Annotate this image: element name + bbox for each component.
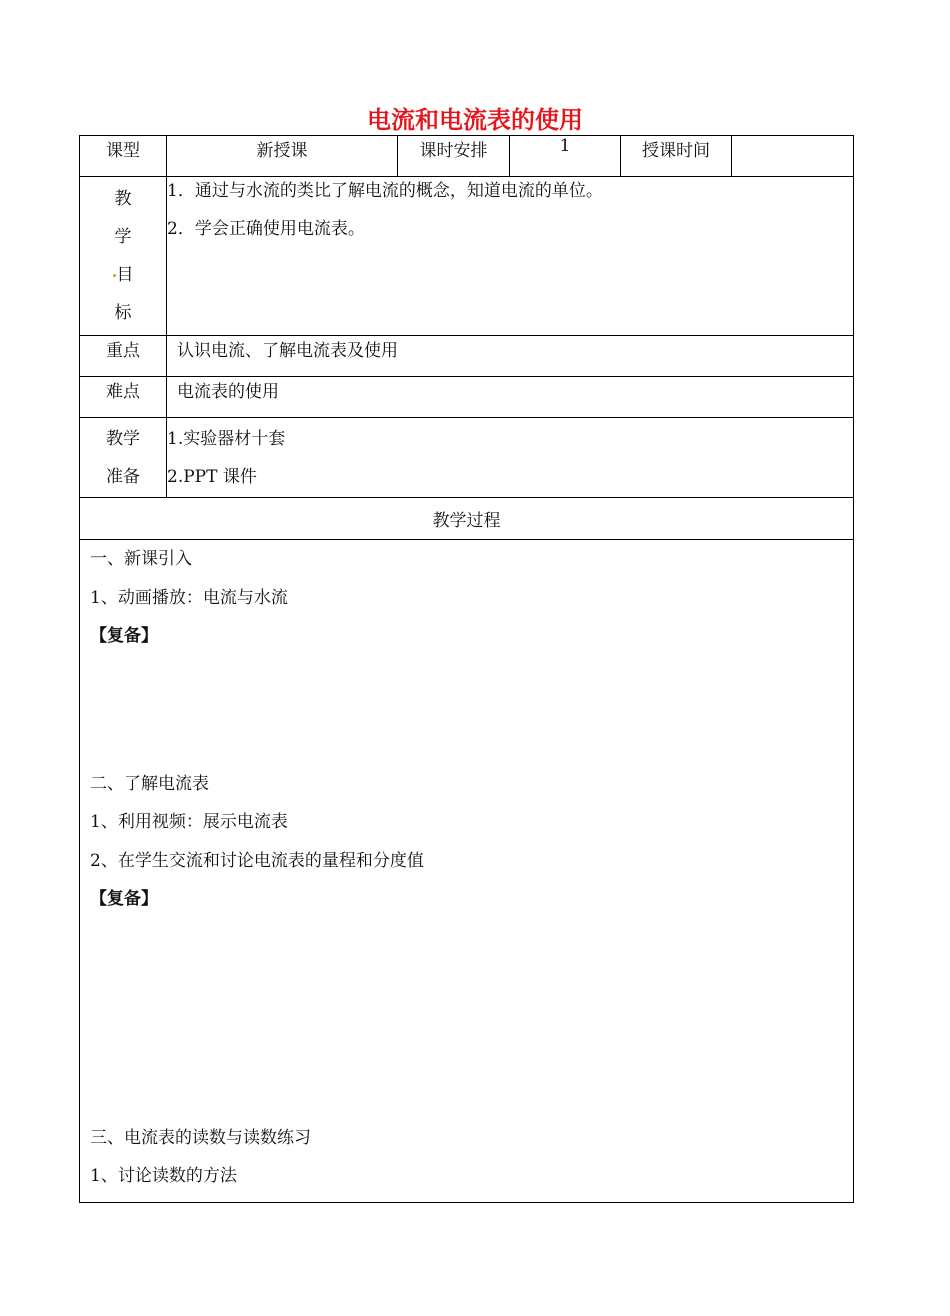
objectives-label-char: 目 <box>80 256 166 294</box>
process-heading-row <box>80 498 854 540</box>
key-point-value: 认识电流、了解电流表及使用 <box>167 336 854 377</box>
preparation-label-line: 准备 <box>106 466 140 487</box>
objectives-label <box>80 177 167 336</box>
objectives-label-char: 教 <box>114 189 132 209</box>
preparation-content <box>167 418 854 498</box>
schedule-value: 1 <box>510 136 621 177</box>
blank-space <box>90 919 843 1119</box>
objectives-label-char: 学 <box>114 227 132 247</box>
schedule-label: 课时安排 <box>398 136 510 177</box>
lesson-type-value: 新授课 <box>167 136 398 177</box>
section3-title: 三、电流表的读数与读数练习 <box>90 1127 311 1148</box>
preparation-item: 1.实验器材十套 <box>167 429 286 449</box>
lesson-plan-table <box>79 135 854 1203</box>
lesson-type-label: 课型 <box>80 136 167 177</box>
difficulty-label: 难点 <box>80 377 167 418</box>
section1-title: 一、新课引入 <box>90 549 192 569</box>
teaching-time-value <box>732 136 854 177</box>
section2-item: 1、利用视频：展示电流表 <box>90 812 288 832</box>
objectives-label-char: 标 <box>114 303 132 323</box>
section1-item: 1、动画播放：电流与水流 <box>90 587 288 608</box>
teaching-time-label: 授课时间 <box>621 136 732 177</box>
blank-space <box>90 656 843 765</box>
difficulty-value: 电流表的使用 <box>167 377 854 418</box>
objective-item: 2．学会正确使用电流表。 <box>167 219 365 239</box>
preparation-row <box>80 418 854 498</box>
document-title: 电流和电流表的使用 <box>367 106 583 134</box>
objectives-row <box>80 177 854 336</box>
section3-item: 1、讨论读数的方法 <box>90 1166 237 1186</box>
preparation-label-line: 教学 <box>106 428 140 449</box>
section2-title: 二、了解电流表 <box>90 773 209 794</box>
process-content <box>80 540 854 1203</box>
key-point-label: 重点 <box>80 336 167 377</box>
section2-item: 2、在学生交流和讨论电流表的量程和分度值 <box>90 850 424 871</box>
section1-note: 【复备】 <box>90 626 158 646</box>
objective-item: 1．通过与水流的类比了解电流的概念，知道电流的单位。 <box>167 181 603 201</box>
key-point-row <box>80 336 854 377</box>
header-row <box>80 136 854 177</box>
dot-mark-icon <box>113 274 116 277</box>
section2-note: 【复备】 <box>90 889 158 909</box>
preparation-item: 2.PPT 课件 <box>167 467 257 487</box>
process-heading: 教学过程 <box>80 498 854 540</box>
difficulty-row <box>80 377 854 418</box>
objectives-content <box>167 177 854 336</box>
process-body-row <box>80 540 854 1203</box>
preparation-label <box>80 418 167 498</box>
